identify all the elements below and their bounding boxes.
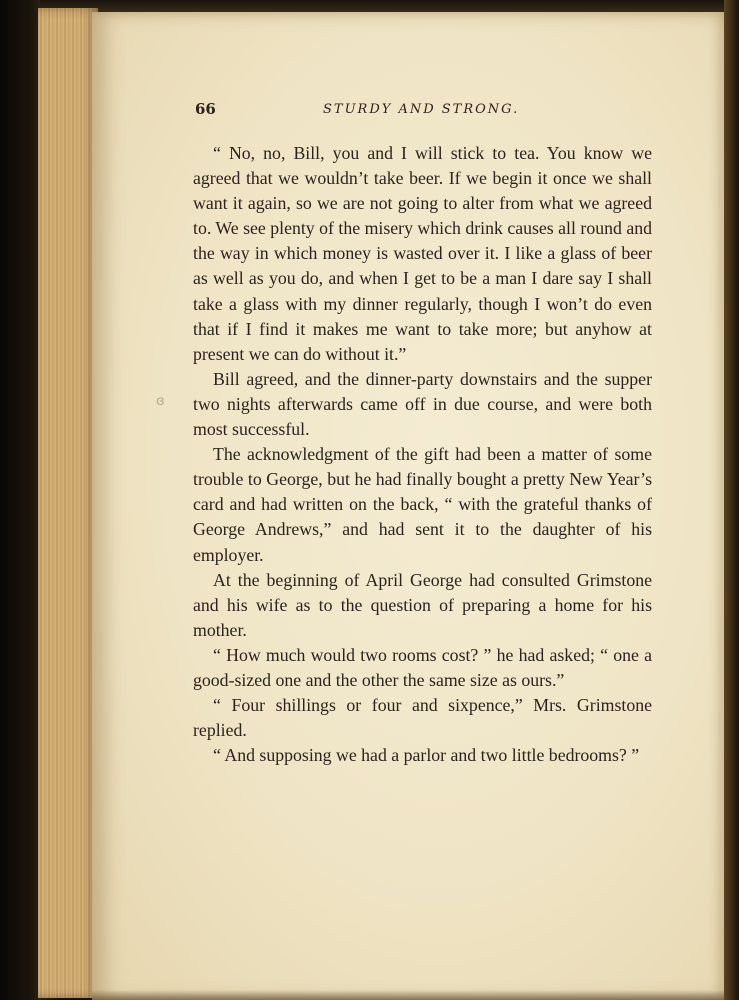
book-right-edge — [724, 0, 739, 1000]
page-number: 66 — [195, 100, 216, 118]
page-edges — [38, 8, 98, 998]
paragraph: “ No, no, Bill, you and I will stick to tea. You know we agreed that we wouldn’t take beer. If we begin it once we shall want it again, so we are not going to alter from what we agreed to. We see plenty of the misery which drink causes all round and the way in which money is wasted over it. I like a glass of beer as well as you do, and when I get to be a man I dare say I shall take a glass with my dinner regularly, though I won’t do even that if I find it makes me want to take more; but anyhow at present we can do without it.” — [193, 143, 652, 364]
paragraph: Bill agreed, and the dinner-party downstairs and the supper two nights afterwards came off in due course, and were both most successful. — [193, 368, 652, 440]
paragraph: “ How much would two rooms cost? ” he had asked; “ one a good-sized one and the other the same size as ours.” — [193, 644, 652, 690]
page-bottom-edge — [92, 990, 724, 1000]
paragraph: “ And supposing we had a parlor and two little bedrooms? ” — [213, 745, 640, 766]
paragraph: “ Four shillings or four and sixpence,” Mrs. Grimstone replied. — [193, 695, 652, 741]
running-title: STURDY AND STRONG. — [323, 102, 520, 117]
margin-mark-icon: ɞ — [156, 394, 165, 409]
paragraph: The acknowledgment of the gift had been a matter of some trouble to George, but he had finally bought a pretty New Year’s card and had written on the back, “ with the grateful thanks of George Andrews,” and had sent it to the daughter of his employer. — [193, 444, 652, 565]
body-text — [193, 141, 652, 768]
page-header — [195, 100, 655, 124]
paragraph: At the beginning of April George had consulted Grimstone and his wife as to the question of preparing a home for his mother. — [193, 569, 652, 640]
